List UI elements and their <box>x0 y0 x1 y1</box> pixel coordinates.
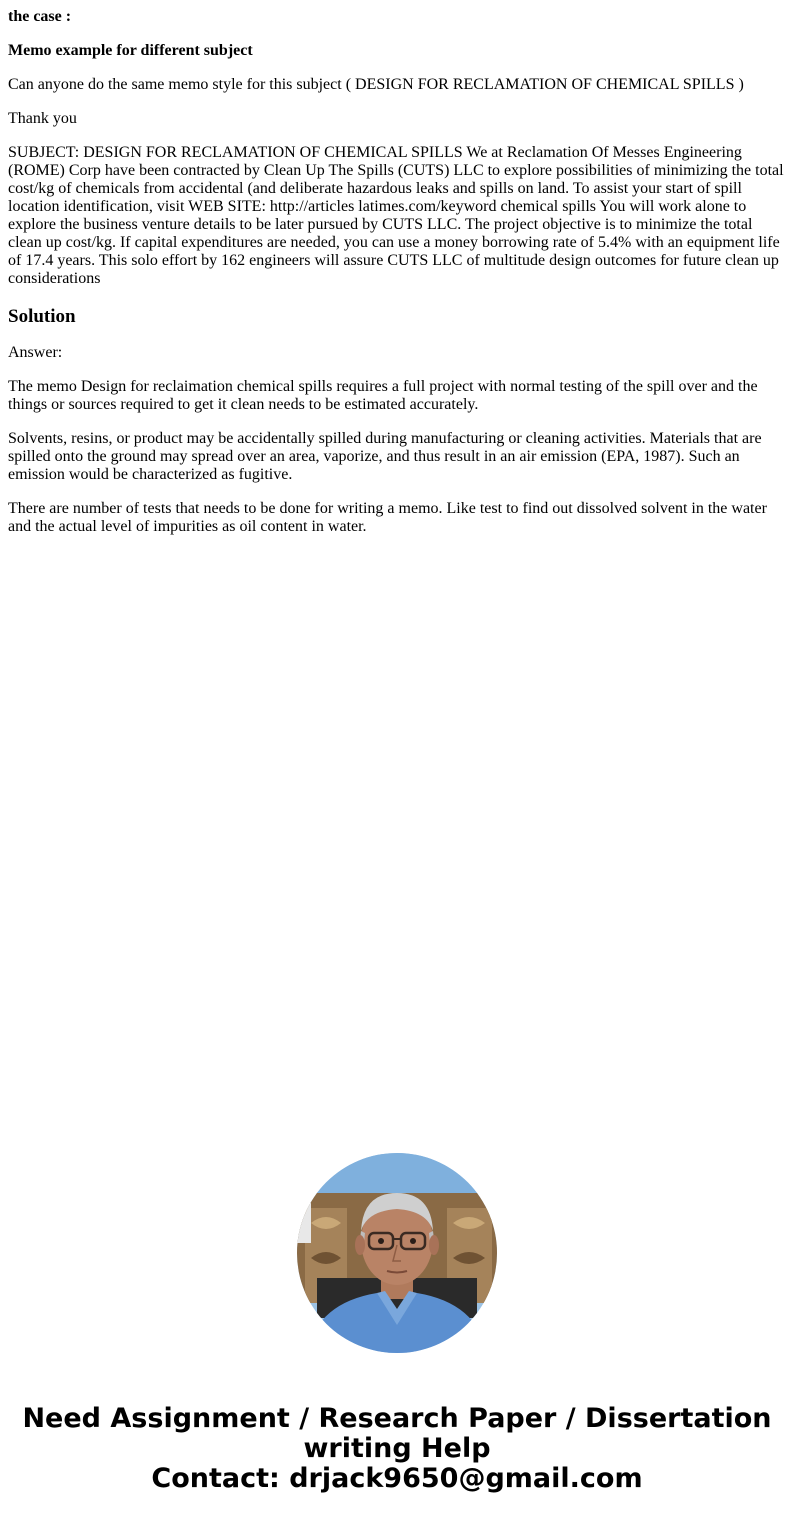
answer-label: Answer: <box>8 344 63 361</box>
contact-line: Contact: drjack9650@gmail.com <box>151 1463 643 1494</box>
solution-heading: Solution <box>8 306 76 327</box>
profile-photo-icon <box>297 1153 497 1353</box>
avatar <box>297 1153 497 1353</box>
solution-paragraph: Solvents, resins, or product may be accidentally spilled during manufacturing or cleaning activities. Materials that are spilled onto the ground may spread over an area, vaporize, and thus result in an air emission (EPA, 1987). Such an emission would be characterized as fugitive. <box>8 430 762 483</box>
solution-paragraph: The memo Design for reclaimation chemical spills requires a full project with normal testing of the spill over and the things or sources required to get it clean needs to be estimated accurately. <box>8 378 758 413</box>
solution-paragraph: There are number of tests that needs to be done for writing a memo. Like test to find out dissolved solvent in the water and the actual level of impurities as oil content in water. <box>8 500 767 535</box>
promo-line: Need Assignment / Research Paper / Dissertation <box>22 1403 772 1434</box>
question-request: Can anyone do the same memo style for this subject ( DESIGN FOR RECLAMATION OF CHEMICAL SPILLS ) <box>8 76 744 93</box>
case-label: the case : <box>8 8 72 25</box>
question-subtitle: Memo example for different subject <box>8 42 253 59</box>
document-content <box>8 8 786 552</box>
question-body: SUBJECT: DESIGN FOR RECLAMATION OF CHEMICAL SPILLS We at Reclamation Of Messes Engineering (ROME) Corp have been contracted by Clean Up The Spills (CUTS) LLC to explore possibilities of minimizing the total cost/kg of chemicals from accidental (and deliberate hazardous leaks and spills on land. To assist your start of spill location identification, visit WEB SITE: http://articles latimes.com/keyword chemical spills You will work alone to explore the business venture details to be later pursued by CUTS LLC. The project objective is to minimize the total clean up cost/kg. If capital expenditures are needed, you can use a money borrowing rate of 5.4% with an equipment life of 17.4 years. This solo effort by 162 engineers will assure CUTS LLC of multitude design outcomes for future clean up considerations <box>8 144 784 287</box>
promo-banner <box>0 1404 794 1494</box>
promo-line: writing Help <box>303 1433 491 1464</box>
question-thanks: Thank you <box>8 110 77 127</box>
